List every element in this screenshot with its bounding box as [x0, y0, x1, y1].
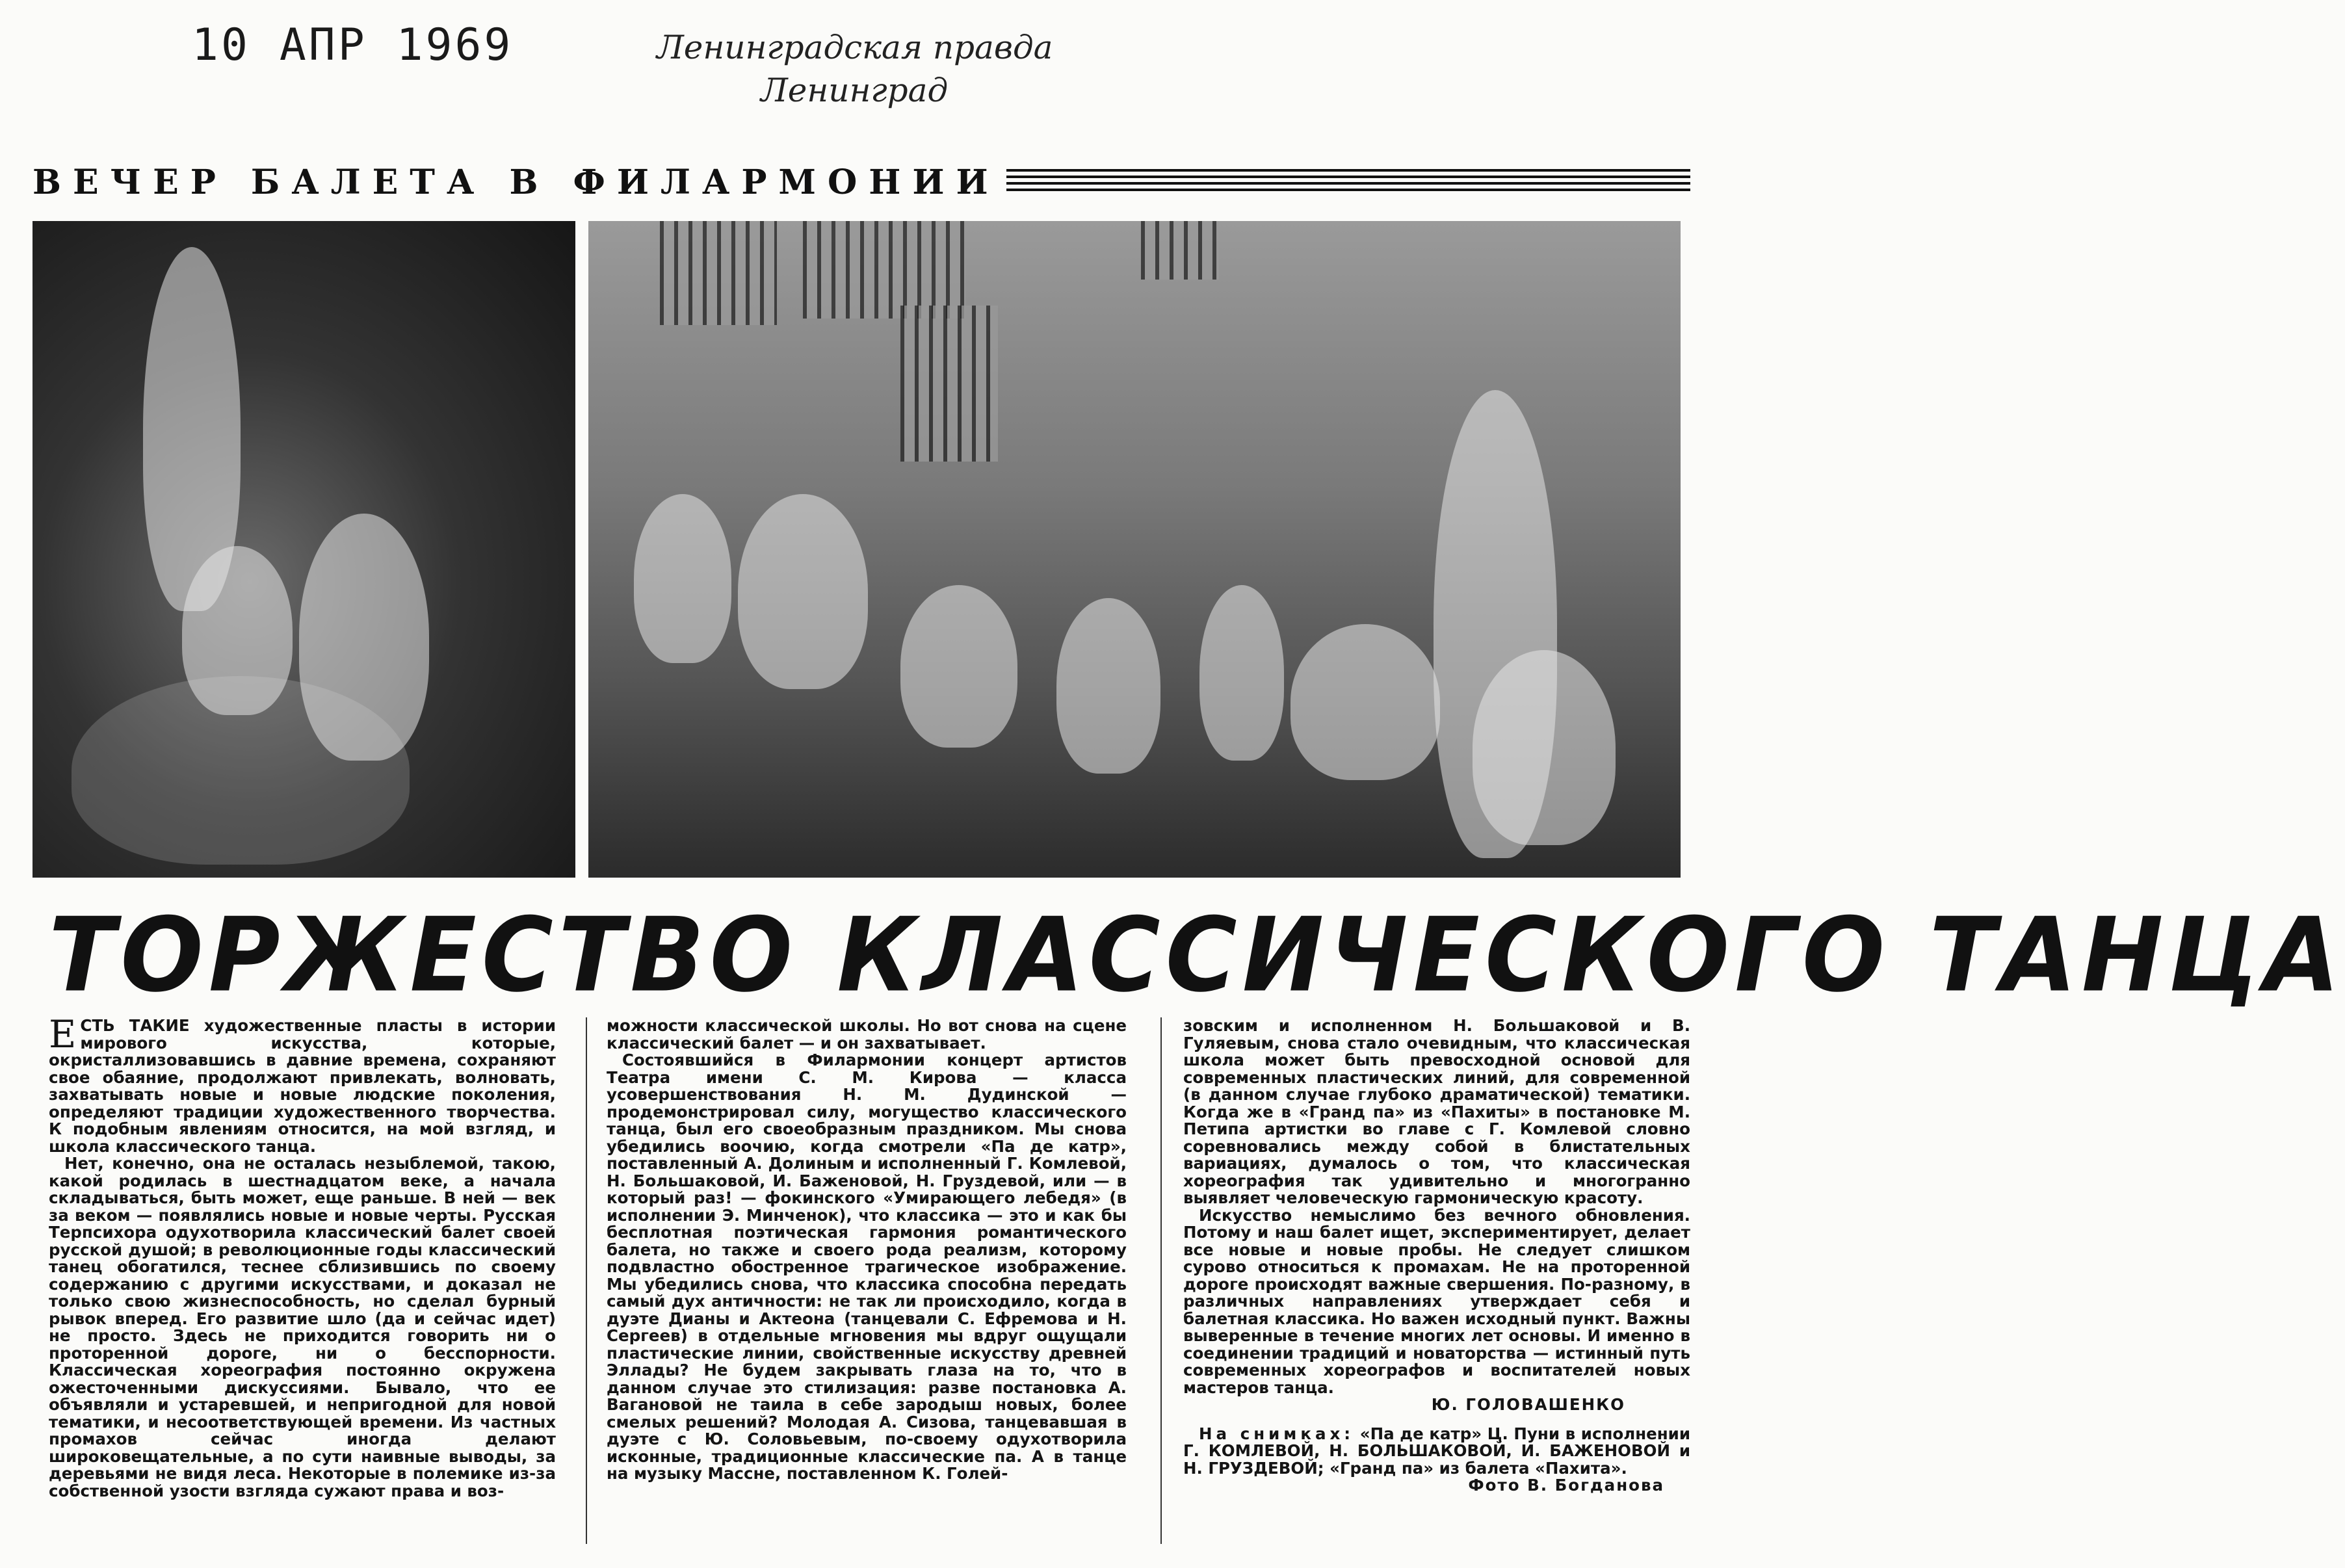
ballet-ensemble-photo [588, 221, 1681, 878]
paragraph: можности классической школы. Но вот снова на сцене классический балет — и он захватывает. [607, 1016, 1127, 1052]
caption-lead: На снимках: [1199, 1424, 1355, 1443]
column-divider [1160, 1017, 1162, 1544]
hall-window [900, 306, 998, 462]
newspaper-source [657, 26, 1053, 112]
paragraph: зовским и исполненном Н. Большаковой и В. Гуляевым, снова стало очевидным, что классическая школа может быть превосходной основой для современных пластических линий, для современной (в данном случае глубоко драматической) тематики. Когда же в «Гранд па» из «Пахиты» в постановке М. Петипа артистки во главе с Г. Комлевой словно соревновались между собой в блистательных вариациях, думалось о том, что классическая хореография так удивительно и многогранно выявляет человеческую гармоническую красоту. [1183, 1016, 1690, 1207]
paragraph: Искусство немыслимо без вечного обновления. Потому и наш балет ищет, экспериментирует, делает все новые и новые пробы. Не следует слишком сурово относиться к промахам. Не на проторенной дороге происходят важные свершения. По-разному, в различных направлениях утверждает себя и балетная классика. Но важен исходный пункт. Важны выверенные в течение многих лет основы. И именно в соединении традиций и новаторства — истинный путь современных хореографов и воспитателей новых мастеров танца. [1183, 1205, 1690, 1397]
dancer-figure [738, 494, 868, 689]
dancer-figure [1473, 650, 1616, 845]
date-stamp: 10 АПР 1969 [192, 20, 514, 71]
dancer-figure [900, 585, 1017, 748]
article-column-3 [1183, 1017, 1690, 1495]
hall-window [803, 221, 965, 319]
headline: ТОРЖЕСТВО КЛАССИЧЕСКОГО ТАНЦА [49, 896, 2345, 1015]
article-column-2 [607, 1017, 1127, 1483]
article-body [49, 1012, 1690, 1550]
drop-cap: Е [49, 1012, 77, 1056]
dancer-figure [634, 494, 731, 663]
rubric-row [33, 163, 1690, 202]
dancer-figure [1199, 585, 1284, 761]
hall-window [660, 221, 777, 325]
rubric-rule [1006, 169, 1690, 195]
paragraph: Нет, конечно, она не осталась незыблемой, такою, какой родилась в шестнадцатом веке, а начала складываться, быть может, еще раньше. В ней — век за веком — появлялись новые и новые черты. Русская Терпсихора одухотворила классический балет своей русской душой; в революционные годы классический танец обогатился, теснее сблизившись по своему содержанию с другими искусствами, и доказал не только свою жизнеспособность, но сделал бурный рывок вперед. Его развитие шло (да и сейчас идет) не просто. Здесь не приходится говорить ни о проторенной дороге, ни о бесспорности. Классическая хореография постоянно окружена ожесточенными дискуссиями. Бывало, что ее объявляли и устаревшей, и непригодной для новой тематики, и несоответствующей времени. Из частных промахов сейчас иногда делают широковещательные, а по сути наивные выводы, за деревьями не видя леса. Некоторые в полемике из-за собственной узости взгляда сужают права и воз- [49, 1154, 556, 1500]
rubric-title: ВЕЧЕР БАЛЕТА В ФИЛАРМОНИИ [33, 162, 1000, 202]
newspaper-name: Ленинградская правда [657, 29, 1053, 66]
dancer-figure [1056, 598, 1160, 774]
paragraph: ЕСТЬ ТАКИЕ художественные пласты в истории мирового искусства, которые, окристаллизовавшись в давние времена, сохраняют свое обаяние, продолжают привлекать, волновать, захватывать новые и новые людские поколения, определяют традиции художественного творчества. К подобным явлениям относится, на мой взгляд, и школа классического танца. [49, 1012, 556, 1156]
hall-window [1141, 221, 1219, 280]
photo-credit: Фото В. Богданова [1468, 1476, 1664, 1495]
ballet-duet-photo [33, 221, 575, 878]
paragraph: Состоявшийся в Филармонии концерт артистов Театра имени С. М. Кирова — класса усовершенствования Н. М. Дудинской — продемонстрировал силу, могущество классического танца, был его своеобразным праздником. Мы снова убедились воочию, когда смотрели «Па де катр», поставленный А. Долиным и исполненный Г. Комлевой, Н. Большаковой, И. Баженовой, Н. Груздевой, или — в который раз! — фокинского «Умирающего лебедя» (в исполнении Э. Минченок), что классика — это и как бы бесплотная поэтическая гармония романтического балета, но также и своего рода реализм, которому подвластно обостренное трагическое изображение. Мы убедились снова, что классика способна передать самый дух античности: не так ли происходило, когда в дуэте Дианы и Актеона (танцевали С. Ефремова и Н. Сергеев) в отдельные мгновения мы вдруг ощущали пластические линии, свойственные искусству древней Эллады? Не будем закрывать глаза на то, что в данном случае это стилизация: разве постановка А. Вагановой не таила в себе зародыш новых, более смелых решений? Молодая А. Сизова, танцевавшая в дуэте с Ю. Соловьевым, по-своему одухотворила исконные, традиционные классические па. А в танце на музыку Массне, поставленном К. Голей- [607, 1051, 1127, 1483]
newspaper-city: Ленинград [761, 72, 949, 109]
dancer-figure [72, 676, 410, 865]
article-column-1 [49, 1012, 556, 1500]
photo-caption [1183, 1426, 1690, 1478]
caption-text: «Па де катр» Ц. Пуни в исполнении Г. КОМЛЕВОЙ, Н. БОЛЬШАКОВОЙ, И. БАЖЕНОВОЙ и Н. ГРУЗДЕВОЙ; «Гранд па» из балета «Пахита». [1183, 1424, 1690, 1478]
dancer-figure [1290, 624, 1440, 780]
column-divider [586, 1017, 587, 1544]
article-author: Ю. ГОЛОВАШЕНКО [1431, 1395, 1625, 1414]
